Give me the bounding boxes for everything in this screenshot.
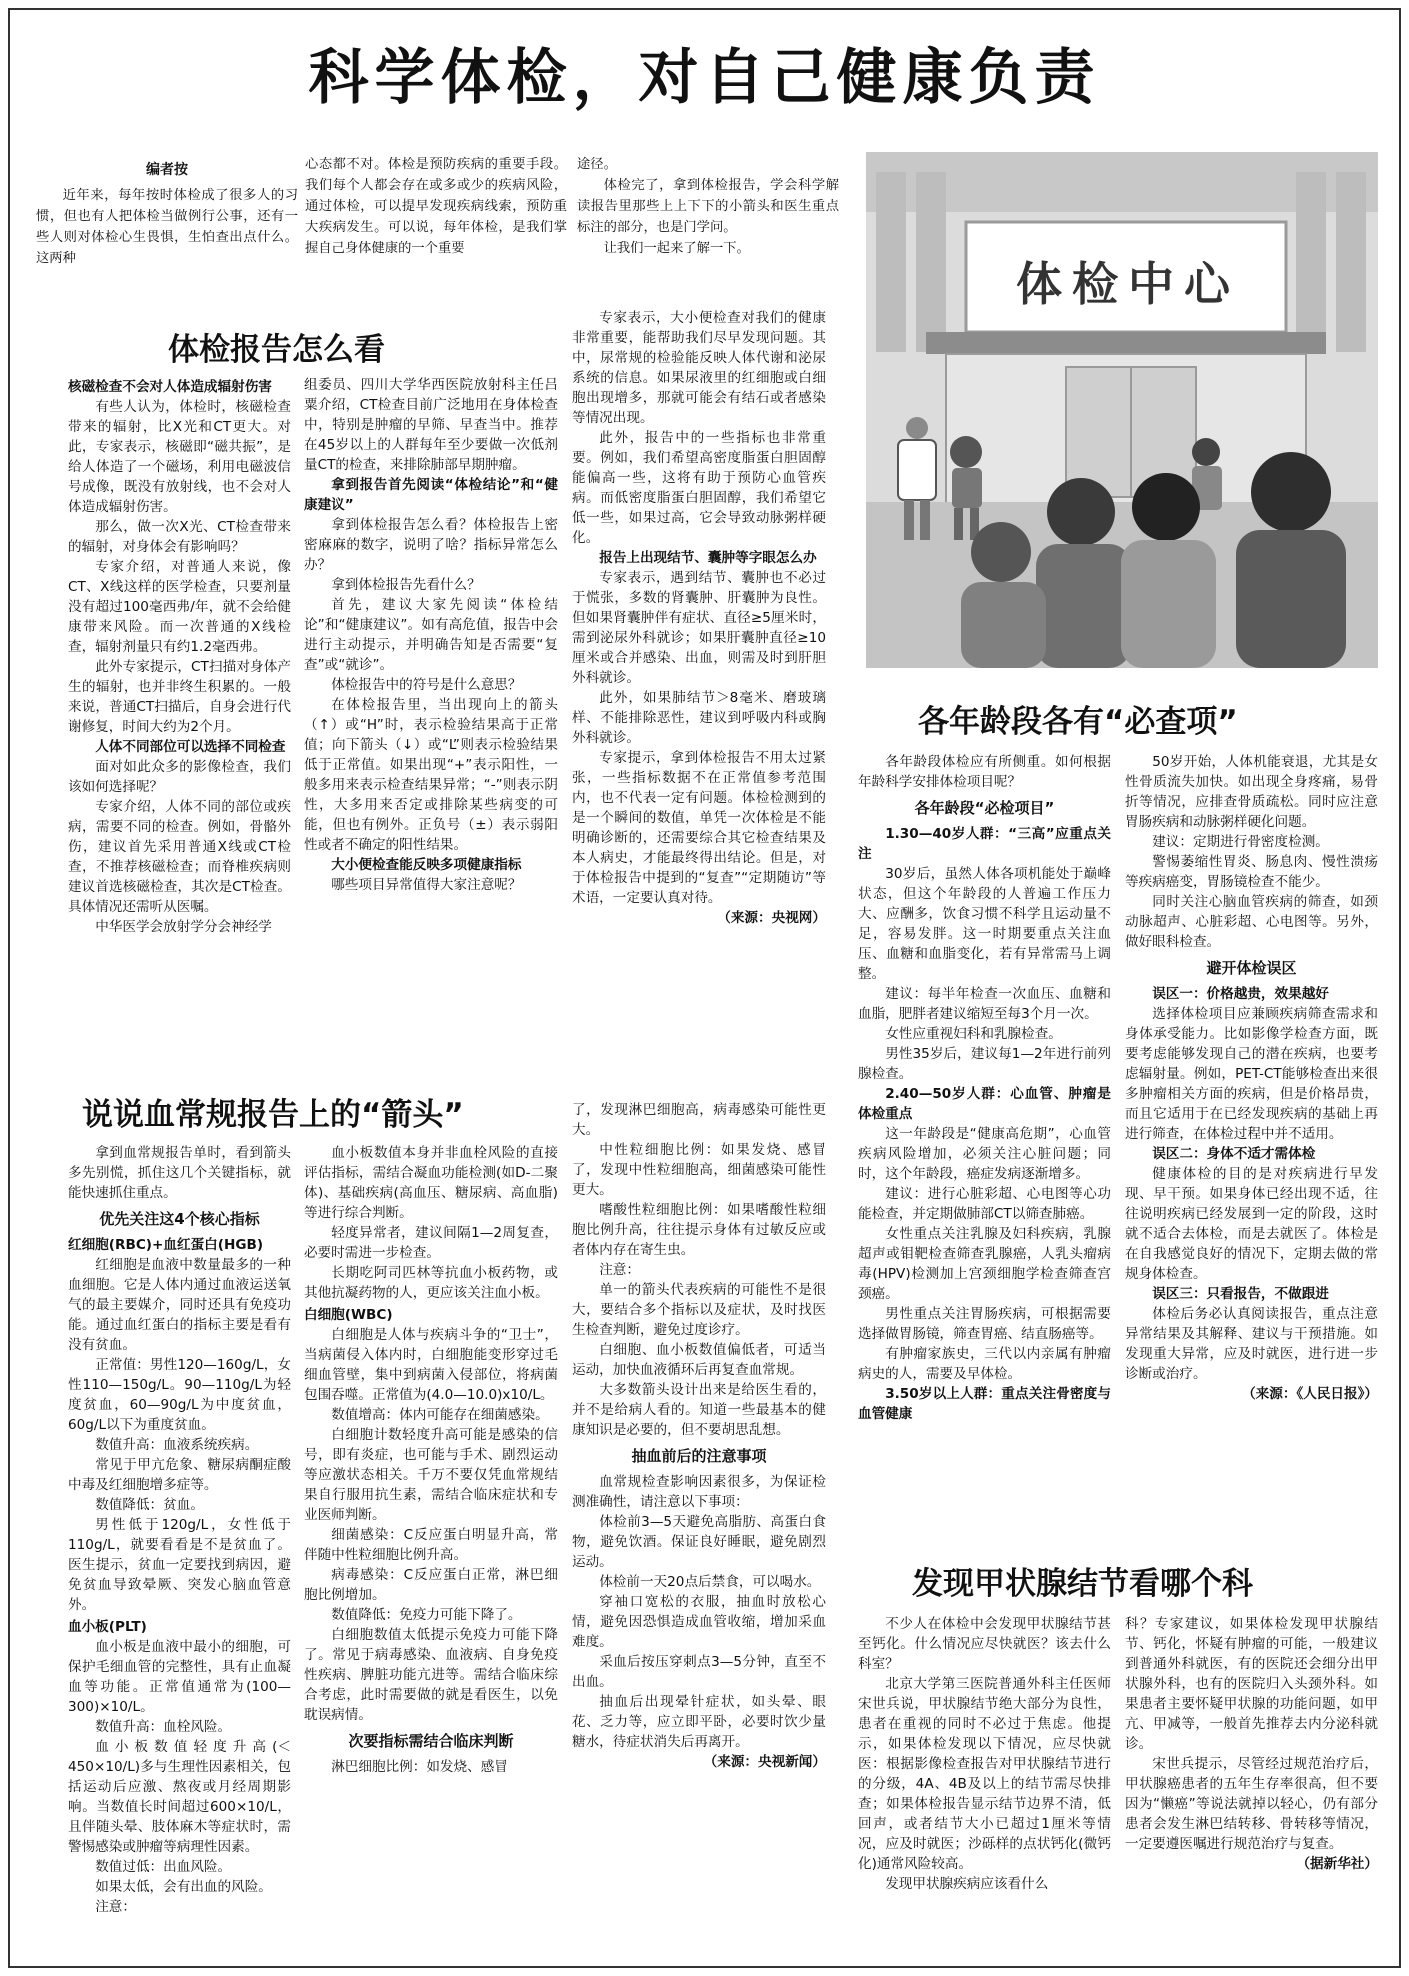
paragraph: 病毒感染：C反应蛋白正常，淋巴细胞比例增加。 [304, 1567, 558, 1603]
paragraph: 抽血后出现晕针症状，如头晕、眼花、乏力等，应立即平卧，必要时饮少量糖水，待症状消失后再离开。 [572, 1694, 826, 1750]
checkup-center-illustration [866, 152, 1378, 668]
paragraph: 北京大学第三医院普通外科主任医师宋世兵说，甲状腺结节绝大部分为良性，患者在重视的同时不必过于焦虑。他提示，如果体检发现以下情况，应尽快就医：根据影像检查报告对甲状腺结节进行的分级，4A、4B及以上的结节需尽快排查；如果体检报告显示结节边界不清，低回声，或者结节大小已超过1厘米等情况，应及时就医；沙砾样的点状钙化(微钙化)通常风险较高。 [858, 1676, 1111, 1872]
paragraph: 细菌感染：C反应蛋白明显升高，常伴随中性粒细胞比例升高。 [304, 1527, 558, 1563]
paragraph: 科？专家建议，如果体检发现甲状腺结节、钙化，怀疑有肿瘤的可能，一般建议到普通外科就医，有的医院还会细分出甲状腺外科，也有的医院归入头颈外科。如果患者主要怀疑甲状腺的功能问题，如甲亢、甲减等，一般首先推荐去内分泌科就诊。 [1125, 1616, 1378, 1752]
paragraph: 不少人在体检中会发现甲状腺结节甚至钙化。什么情况应尽快就医？该去什么科室？ [858, 1616, 1111, 1672]
paragraph: 各年龄段体检应有所侧重。如何根据年龄科学安排体检项目呢？ [858, 754, 1111, 790]
subsection-title: 避开体检误区 [1206, 959, 1297, 977]
paragraph: 建议：进行心脏彩超、心电图等心功能检查，并定期做肺部CT以筛查肺癌。 [858, 1186, 1111, 1222]
section-thyroid-col-2 [1125, 1614, 1378, 1945]
section-blood-col-3 [572, 1100, 826, 1945]
paragraph: 面对如此众多的影像检查，我们该如何选择呢？ [68, 759, 291, 795]
paragraph: 体检前一天20点后禁食，可以喝水。 [599, 1574, 821, 1590]
paragraph: 哪些项目异常值得大家注意呢？ [331, 877, 522, 893]
paragraph: 血常规检查影响因素很多，为保证检测准确性，请注意以下事项： [572, 1474, 826, 1510]
paragraph: 数值升高：血栓风险。 [95, 1719, 232, 1735]
section-report-col-2 [304, 375, 558, 1063]
editor-note-paragraph: 途径。 [577, 157, 617, 172]
checkup-center-sign: 体检中心 [1016, 257, 1240, 311]
paragraph: 数值过低：出血风险。 [95, 1859, 232, 1875]
paragraph: 数值增高：体内可能存在细菌感染。 [331, 1407, 549, 1423]
paragraph: 健康体检的目的是对疾病进行早发现、早干预。如果身体已经出现不适，往往说明疾病已经发展到一定的阶段，这时就不适合去体检，而是去就医了。体检是在自我感觉良好的情况下，定期去做的常规身体检查。 [1125, 1166, 1378, 1282]
subsection-title: 优先关注这4个核心指标 [99, 1210, 260, 1228]
section-report-col-1 [68, 375, 291, 1063]
section-age-col-1 [858, 752, 1111, 1530]
paragraph: 注意： [95, 1899, 136, 1915]
editor-note-col-1 [36, 160, 298, 280]
source-credit: （来源：《人民日报》） [1242, 1386, 1378, 1402]
subheading: 1.30—40岁人群：“三高”应重点关注 [858, 826, 1111, 862]
paragraph: 长期吃阿司匹林等抗血小板药物，或其他抗凝药物的人，更应该关注血小板。 [304, 1265, 558, 1301]
editor-note-col-3 [577, 154, 839, 274]
paragraph: 红细胞是血液中数量最多的一种血细胞。它是人体内通过血液运送氧气的最主要媒介，同时还具有免疫功能。通过血红蛋白的指标主要是看有没有贫血。 [68, 1257, 291, 1353]
paragraph: 淋巴细胞比例：如发烧、感冒 [331, 1759, 508, 1775]
paragraph: 此外，报告中的一些指标也非常重要。例如，我们希望高密度脂蛋白胆固醇能偏高一些，这将有助于预防心血管疾病。而低密度脂蛋白胆固醇，我们希望它低一些，如果过高，它会导致动脉粥样硬化。 [572, 430, 826, 546]
paragraph: 此外，如果肺结节＞8毫米、磨玻璃样、不能排除恶性，建议到呼吸内科或胸外科就诊。 [572, 690, 826, 746]
paragraph: 首先，建议大家先阅读“体检结论”和“健康建议”。如有高危值，报告中会进行主动提示，并明确告知是否需要“复查”或“就诊”。 [304, 597, 558, 673]
paragraph: 体检后务必认真阅读报告，重点注意异常结果及其解释、建议与干预措施。如发现重大异常，应及时就医，进行进一步诊断或治疗。 [1125, 1306, 1378, 1382]
paragraph: 有肿瘤家族史，三代以内亲属有肿瘤病史的人，需要及早体检。 [858, 1346, 1111, 1382]
page-title: 科学体检，对自己健康负责 [308, 43, 1101, 113]
paragraph: 那么，做一次X光、CT检查带来的辐射，对身体会有影响吗？ [68, 519, 291, 555]
paragraph: 如果太低，会有出血的风险。 [95, 1879, 272, 1895]
paragraph: 中华医学会放射学分会神经学 [95, 919, 272, 935]
subsection-title: 抽血前后的注意事项 [631, 1447, 767, 1465]
paragraph: 白细胞数值太低提示免疫力可能下降了。常见于病毒感染、血液病、自身免疫性疾病、脾脏功能亢进等。需结合临床综合考虑，此时需要做的就是看医生，以免耽误病情。 [304, 1627, 558, 1723]
subheading: 拿到报告首先阅读“体检结论”和“健康建议” [304, 477, 558, 513]
paragraph: 这一年龄段是“健康高危期”，心血管疾病风险增加，必须关注心脏问题；同时，这个年龄段，癌症发病逐渐增多。 [858, 1126, 1111, 1182]
paragraph: 正常值：男性120—160g/L，女性110—150g/L。90—110g/L为轻度贫血，60—90g/L为中度贫血，60g/L以下为重度贫血。 [68, 1357, 291, 1433]
paragraph: 数值降低：贫血。 [95, 1497, 204, 1513]
paragraph: 血小板数值本身并非血栓风险的直接评估指标，需结合凝血功能检测(如D-二聚体)、基础疾病(高血压、糖尿病、高血脂)等进行综合判断。 [304, 1145, 558, 1221]
paragraph: 30岁后，虽然人体各项机能处于巅峰状态，但这个年龄段的人普遍工作压力大、应酬多，饮食习惯不科学且运动量不足，容易发胖。这一时期要重点关注血压、血糖和血脂变化，若有异常需马上调整。 [858, 866, 1111, 982]
section-heading-blood-test: 说说血常规报告上的“箭头” [82, 1097, 464, 1133]
paragraph: 注意： [599, 1262, 640, 1278]
editor-note-paragraph: 体检完了，拿到体检报告，学会科学解读报告里那些上上下下的小箭头和医生重点标注的部分，也是门学问。 [577, 178, 839, 235]
paragraph: 宋世兵提示，尽管经过规范治疗后，甲状腺癌患者的五年生存率很高，但不要因为“懒癌”等说法就掉以轻心，仍有部分患者会发生淋巴结转移、骨转移等情况，一定要遵医嘱进行规范治疗与复查。 [1125, 1756, 1378, 1852]
subheading: 血小板(PLT) [68, 1619, 147, 1635]
section-thyroid-col-1 [858, 1614, 1111, 1945]
paragraph: 专家介绍，对普通人来说，像CT、X线这样的医学检查，只要剂量没有超过100毫西弗/年，就不会给健康带来风险。而一次普通的X线检查，辐射剂量只有约1.2毫西弗。 [68, 559, 291, 655]
source-credit: （来源：央视新闻） [703, 1754, 826, 1770]
paragraph: 专家表示，遇到结节、囊肿也不必过于慌张，多数的肾囊肿、肝囊肿为良性。但如果肾囊肿伴有症状、直径≥5厘米时，需到泌尿外科就诊；如果肝囊肿直径≥10厘米或合并感染、出血，则需及时到肝胆外科就诊。 [572, 570, 826, 686]
paragraph: 嗜酸性粒细胞比例：如果嗜酸性粒细胞比例升高，往往提示身体有过敏反应或者体内存在寄生虫。 [572, 1202, 826, 1258]
paragraph: 穿袖口宽松的衣服，抽血时放松心情，避免因恐惧造成血管收缩，增加采血难度。 [572, 1594, 826, 1650]
paragraph: 白细胞是人体与疾病斗争的“卫士”，当病菌侵入体内时，白细胞能变形穿过毛细血管壁，集中到病菌入侵部位，将病菌包围吞噬。正常值为(4.0—10.0)x10/L。 [304, 1327, 558, 1403]
subheading: 误区三：只看报告，不做跟进 [1152, 1286, 1329, 1302]
paragraph: 白细胞、血小板数值偏低者，可适当运动，加快血液循环后再复查血常规。 [572, 1342, 826, 1378]
editor-note-paragraph: 近年来，每年按时体检成了很多人的习惯，但也有人把体检当做例行公事，还有一些人则对体检心生畏惧，生怕查出点什么。这两种 [36, 188, 298, 266]
paragraph: 了，发现淋巴细胞高，病毒感染可能性更大。 [572, 1102, 826, 1138]
subsection-title: 各年龄段“必检项目” [914, 799, 1055, 817]
section-blood-col-2 [304, 1143, 558, 1945]
subheading: 红细胞(RBC)+血红蛋白(HGB) [68, 1237, 264, 1253]
paragraph: 数值降低：免疫力可能下降了。 [331, 1607, 522, 1623]
paragraph: 组委员、四川大学华西医院放射科主任吕粟介绍，CT检查目前广泛地用在身体检查中，特别是肿瘤的早筛、早查当中。推荐在45岁以上的人群每年至少要做一次低剂量CT的检查，来排除肺部早期肿瘤。 [304, 377, 558, 473]
paragraph: 专家提示，拿到体检报告不用太过紧张，一些指标数据不在正常值参考范围内，也不代表一定有问题。体检检测到的是一个瞬间的数值，单凭一次体检是不能明确诊断的，还需要综合其它检查结果及本人病史，才能最终得出结论。但是，对于体检报告中提到的“复查”“定期随访”等术语，一定要认真对待。 [572, 750, 826, 906]
editor-note-paragraph: 心态都不对。体检是预防疾病的重要手段。我们每个人都会存在或多或少的疾病风险，通过体检，可以提早发现疾病线索，预防重大疾病发生。可以说，每年体检，是我们掌握自己身体健康的一个重要 [305, 157, 567, 256]
paragraph: 建议：定期进行骨密度检测。 [1152, 834, 1329, 850]
subsection-title: 次要指标需结合临床判断 [348, 1732, 514, 1750]
source-credit: （来源：央视网） [717, 910, 826, 926]
paragraph: 大多数箭头设计出来是给医生看的，并不是给病人看的。知道一些最基本的健康知识是必要的，但不要胡思乱想。 [572, 1382, 826, 1438]
section-blood-col-1 [68, 1143, 291, 1945]
paragraph: 体检前3—5天避免高脂肪、高蛋白食物，避免饮酒。保证良好睡眠，避免剧烈运动。 [572, 1514, 826, 1570]
paragraph: 常见于甲亢危象、糖尿病酮症酸中毒及红细胞增多症等。 [68, 1457, 291, 1493]
paragraph: 男性35岁后，建议每1—2年进行前列腺检查。 [858, 1046, 1111, 1082]
paragraph: 拿到体检报告先看什么？ [331, 577, 481, 593]
paragraph: 男性重点关注胃肠疾病，可根据需要选择做胃肠镜，筛查胃癌、结直肠癌等。 [858, 1306, 1111, 1342]
paragraph: 拿到血常规报告单时，看到箭头多先别慌，抓住这几个关键指标，就能快速抓住重点。 [68, 1145, 291, 1201]
paragraph: 发现甲状腺疾病应该看什么 [885, 1876, 1049, 1892]
paragraph: 警惕萎缩性胃炎、肠息肉、慢性溃疡等疾病癌变，胃肠镜检查不能少。 [1125, 854, 1378, 890]
section-heading-age-groups: 各年龄段各有“必查项” [918, 704, 1238, 740]
section-heading-report: 体检报告怎么看 [168, 332, 385, 368]
paragraph: 女性应重视妇科和乳腺检查。 [885, 1026, 1062, 1042]
section-age-col-2 [1125, 752, 1378, 1530]
editor-note-col-2 [305, 154, 567, 274]
paragraph: 血小板是血液中最小的细胞，可保护毛细血管的完整性，具有止血凝血等功能。正常值通常为(100—300)×10/L。 [68, 1639, 291, 1715]
subheading: 人体不同部位可以选择不同检查 [95, 739, 286, 755]
paragraph: 同时关注心脑血管疾病的筛查，如颈动脉超声、心脏彩超、心电图等。另外，做好眼科检查。 [1125, 894, 1378, 950]
subheading: 核磁检查不会对人体造成辐射伤害 [68, 379, 272, 395]
paragraph: 单一的箭头代表疾病的可能性不是很大，要结合多个指标以及症状，及时找医生检查判断，避免过度诊疗。 [572, 1282, 826, 1338]
paragraph: 选择体检项目应兼顾疾病筛查需求和身体承受能力。比如影像学检查方面，既要考虑能够发现自己的潜在疾病，也要考虑辐射量。例如，PET-CT能够检查出来很多肿瘤相关方面的疾病，但是价格昂贵，而且它适用于在已经发现疾病的基础上再进行筛查，在体检过程中并不适用。 [1125, 1006, 1378, 1142]
subheading: 大小便检查能反映多项健康指标 [331, 857, 522, 873]
paragraph: 建议：每半年检查一次血压、血糖和血脂，肥胖者建议缩短至每3个月一次。 [858, 986, 1111, 1022]
editor-note-paragraph: 让我们一起来了解一下。 [603, 241, 750, 256]
paragraph: 50岁开始，人体机能衰退，尤其是女性骨质流失加快。如出现全身疼痛，易骨折等情况，应排查骨质疏松。同时应注意胃肠疾病和动脉粥样硬化问题。 [1125, 754, 1378, 830]
paragraph: 此外专家提示，CT扫描对身体产生的辐射，也并非终生积累的。一般来说，普通CT扫描后，自身会进行代谢修复，时间大约为2个月。 [68, 659, 291, 735]
paragraph: 白细胞计数轻度升高可能是感染的信号，即有炎症，也可能与手术、剧烈运动等应激状态相关。千万不要仅凭血常规结果自行服用抗生素，需结合临床症状和专业医师判断。 [304, 1427, 558, 1523]
paragraph: 专家表示，大小便检查对我们的健康非常重要，能帮助我们尽早发现问题。其中，尿常规的检验能反映人体代谢和泌尿系统的信息。如果尿液里的红细胞或白细胞出现增多，那就可能会有结石或者感染等情况出现。 [572, 310, 826, 426]
section-report-col-3 [572, 308, 826, 1063]
source-credit: （据新华社） [1296, 1856, 1378, 1872]
subheading: 误区一：价格越贵，效果越好 [1152, 986, 1329, 1002]
subheading: 报告上出现结节、囊肿等字眼怎么办 [599, 550, 817, 566]
subheading: 3.50岁以上人群：重点关注骨密度与血管健康 [858, 1386, 1111, 1422]
subheading: 误区二：身体不适才需体检 [1152, 1146, 1316, 1162]
section-heading-thyroid: 发现甲状腺结节看哪个科 [912, 1566, 1253, 1602]
paragraph: 采血后按压穿刺点3—5分钟，直至不出血。 [572, 1654, 826, 1690]
paragraph: 血小板数值轻度升高(＜450×10/L)多与生理性因素相关，包括运动后应激、熬夜或月经周期影响。当数值长时间超过600×10/L，且伴随头晕、肢体麻木等症状时，需警惕感染或肿瘤等病理性因素。 [68, 1739, 291, 1855]
paragraph: 在体检报告里，当出现向上的箭头（↑）或“H”时，表示检验结果高于正常值；向下箭头（↓）或“L”则表示检验结果低于正常值。如果出现“+”表示阳性，一般多用来表示检查结果异常；“-”则表示阴性，大多用来否定或排除某些病变的可能，但也有例外。正负号（±）表示弱阳性或者不确定的阳性结果。 [304, 697, 558, 853]
paragraph: 专家介绍，人体不同的部位或疾病，需要不同的检查。例如，骨骼外伤，建议首先采用普通X线或CT检查，不推荐核磁检查；而脊椎疾病则建议首选核磁检查，其次是CT检查。具体情况还需听从医嘱。 [68, 799, 291, 915]
paragraph: 男性低于120g/L，女性低于110g/L，就要看看是不是贫血了。医生提示，贫血一定要找到病因，避免贫血导致晕厥、突发心脑血管意外。 [68, 1517, 291, 1613]
paragraph: 数值升高：血液系统疾病。 [95, 1437, 259, 1453]
paragraph: 中性粒细胞比例：如果发烧、感冒了，发现中性粒细胞高，细菌感染可能性更大。 [572, 1142, 826, 1198]
paragraph: 轻度异常者，建议间隔1—2周复查，必要时需进一步检查。 [304, 1225, 558, 1261]
paragraph: 有些人认为，体检时，核磁检查带来的辐射，比X光和CT更大。对此，专家表示，核磁即“磁共振”，是给人体造了一个磁场，利用电磁波信号成像，既没有放射线，也不会对人体造成辐射伤害。 [68, 399, 291, 515]
subheading: 白细胞(WBC) [304, 1307, 393, 1323]
paragraph: 女性重点关注乳腺及妇科疾病，乳腺超声或钼靶检查筛查乳腺癌，人乳头瘤病毒(HPV)检测加上宫颈细胞学检查筛查宫颈癌。 [858, 1226, 1111, 1302]
editor-note-heading: 编者按 [146, 162, 188, 178]
paragraph: 体检报告中的符号是什么意思？ [331, 677, 522, 693]
paragraph: 拿到体检报告怎么看？体检报告上密密麻麻的数字，说明了啥？指标异常怎么办？ [304, 517, 558, 573]
subheading: 2.40—50岁人群：心血管、肿瘤是体检重点 [858, 1086, 1111, 1122]
